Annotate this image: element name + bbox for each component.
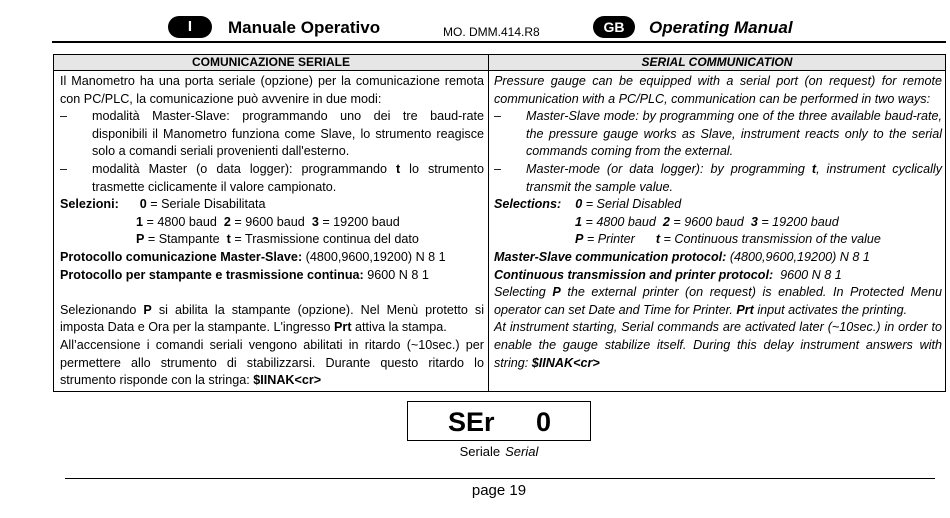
english-selections-row-baud <box>494 214 942 232</box>
english-heading: SERIAL COMMUNICATION <box>489 55 945 71</box>
english-printer-text-a: Selecting <box>494 285 553 300</box>
italian-selt-text: = Trasmissione continua del dato <box>230 232 419 247</box>
english-startup-note <box>494 319 942 372</box>
english-protocol-pr-value: 9600 N 8 1 <box>773 267 842 282</box>
italian-selP-key: P <box>136 232 145 247</box>
italian-heading: COMUNICAZIONE SERIALE <box>54 55 488 71</box>
italian-sel1-text: = 4800 baud <box>143 214 224 229</box>
italian-mode-master <box>60 161 484 196</box>
english-protocol-master-slave <box>494 249 942 267</box>
italian-sel3-text: = 19200 baud <box>318 214 400 229</box>
italian-sel0-key: 0 <box>139 197 147 212</box>
english-selt-text: = Continuous transmission of the value <box>660 232 881 247</box>
italian-mode-master-text-a: modalità Master (o data logger): programmando <box>92 161 396 176</box>
footer-divider <box>65 478 935 479</box>
english-sel3-key: 3 <box>750 214 758 229</box>
display-caption <box>407 444 591 460</box>
english-selP-key: P <box>575 232 584 247</box>
italian-language-badge: I <box>168 16 212 38</box>
english-startup-text: At instrument starting, Serial commands are activated later (~10sec.) in order to enable the gauge stabilize itself. During this delay instrument answers with string: <box>494 320 942 370</box>
english-protocol-printer <box>494 267 942 285</box>
lcd-display <box>407 401 591 441</box>
english-printer-text-c: input activates the printing. <box>753 302 908 317</box>
italian-sel1-key: 1 <box>136 214 144 229</box>
english-body <box>489 71 945 372</box>
english-sel2-text: = 9600 baud <box>669 214 751 229</box>
header-divider <box>52 41 946 43</box>
italian-sel3-key: 3 <box>311 214 319 229</box>
english-sel2-key: 2 <box>662 214 670 229</box>
italian-startup-text: All’accensione i comandi seriali vengono abilitati in ritardo (~10sec.) per permettere allo strumento di stabilizzarsi. Durante questo ritardo lo strumento risponde con la stringa: <box>60 337 484 388</box>
english-sel1-key: 1 <box>575 214 583 229</box>
english-printer-key: P <box>552 285 561 300</box>
english-sel1-text: = 4800 baud <box>582 214 663 229</box>
italian-startup-string: $IINAK<cr> <box>253 373 322 388</box>
italian-selections-row-baud <box>60 214 484 232</box>
bilingual-table <box>53 54 946 392</box>
italian-mode-master-text-b: lo strumento trasmette ciclicamente il valore campionato. <box>92 161 484 194</box>
italian-protocol-ms-label: Protocollo comunicazione Master-Slave: <box>60 249 303 264</box>
italian-column <box>54 55 489 391</box>
english-protocol-ms-value: (4800,9600,19200) N 8 1 <box>726 249 870 264</box>
italian-protocol-printer <box>60 267 484 285</box>
english-startup-string: $IINAK<cr> <box>531 355 600 370</box>
display-code: SEr <box>448 407 495 437</box>
english-column <box>489 55 945 391</box>
page-number: page 19 <box>471 482 527 499</box>
italian-printer-note <box>60 302 484 337</box>
english-mode-master-text-a: Master-mode (or data logger): by programming <box>526 161 812 176</box>
italian-sel2-key: 2 <box>223 214 231 229</box>
english-mode-master-text-b: , instrument cyclically transmit the sample value. <box>526 161 942 194</box>
italian-printer-text-a: Selezionando <box>60 302 144 317</box>
italian-selP-text: = Stampante <box>144 232 227 247</box>
english-sel0-key: 0 <box>575 197 583 212</box>
display-caption-it: Seriale <box>459 444 501 459</box>
english-manual-title: Operating Manual <box>649 18 793 37</box>
italian-sel2-text: = 9600 baud <box>230 214 312 229</box>
english-mode-master-slave: – Master-Slave mode: by programming one of the three available baud-rate, the pressure gauge works as Slave, instrument reacts only to the serial commands coming from the external. <box>494 108 942 161</box>
english-protocol-pr-label: Continuous transmission and printer protocol: <box>494 267 774 282</box>
italian-selt-key: t <box>226 232 231 247</box>
italian-selections-row-printer <box>60 231 484 249</box>
italian-sel0-text: = Seriale Disabilitata <box>146 197 266 212</box>
italian-startup-note <box>60 337 484 390</box>
english-selections-row-printer <box>494 231 942 249</box>
italian-selections-row-0 <box>60 196 484 214</box>
english-selt-key: t <box>655 232 661 247</box>
italian-printer-text-c: attiva la stampa. <box>351 320 447 335</box>
english-printer-note <box>494 284 942 319</box>
page-header <box>0 0 950 44</box>
italian-protocol-ms-value: (4800,9600,19200) N 8 1 <box>302 249 446 264</box>
document-code: MO. DMM.414.R8 <box>443 25 540 39</box>
english-language-badge: GB <box>593 16 635 38</box>
italian-selections-label: Selezioni: <box>60 197 119 212</box>
italian-prt-key: Prt <box>334 320 352 335</box>
english-selP-text: = Printer <box>583 232 656 247</box>
english-printer-text-b: the external printer (on request) is enabled. In Protected Menu operator can set Date and Time for Printer. <box>494 285 942 317</box>
italian-printer-text-b: si abilita la stampante (opzione). Nel Menù protetto si imposta Data e Ora per la stampante. L'ingresso <box>60 302 484 335</box>
italian-protocol-pr-label: Protocollo per stampante e trasmissione continua: <box>60 267 364 282</box>
italian-mode-master-slave: – modalità Master-Slave: programmando uno dei tre baud-rate disponibili il Manometro funziona come Slave, lo strumento reagisce solo a comandi seriali provenienti dall'esterno. <box>60 108 484 161</box>
english-mode-master <box>494 161 942 196</box>
italian-intro: Il Manometro ha una porta seriale (opzione) per la comunicazione remota con PC/PLC, la comunicazione può avvenire in due modi: <box>60 74 484 106</box>
italian-protocol-pr-value: 9600 N 8 1 <box>363 267 429 282</box>
english-protocol-ms-label: Master-Slave communication protocol: <box>494 249 727 264</box>
english-mode-master-key: t <box>811 161 817 176</box>
display-value: 0 <box>536 407 552 437</box>
italian-mode-master-key: t <box>395 161 401 176</box>
english-selections-row-0 <box>494 196 942 214</box>
english-sel3-text: = 19200 baud <box>757 214 839 229</box>
italian-body <box>54 71 488 390</box>
italian-protocol-master-slave <box>60 249 484 267</box>
english-prt-key: Prt <box>736 302 754 317</box>
english-selections-label: Selections: <box>494 197 562 212</box>
italian-printer-key: P <box>143 302 152 317</box>
display-caption-en: Serial <box>505 444 539 459</box>
italian-manual-title: Manuale Operativo <box>228 18 381 37</box>
english-intro: Pressure gauge can be equipped with a serial port (on request) for remote communication with a PC/PLC, communication can be performed in two ways: <box>494 74 942 106</box>
english-sel0-text: = Serial Disabled <box>582 197 682 212</box>
